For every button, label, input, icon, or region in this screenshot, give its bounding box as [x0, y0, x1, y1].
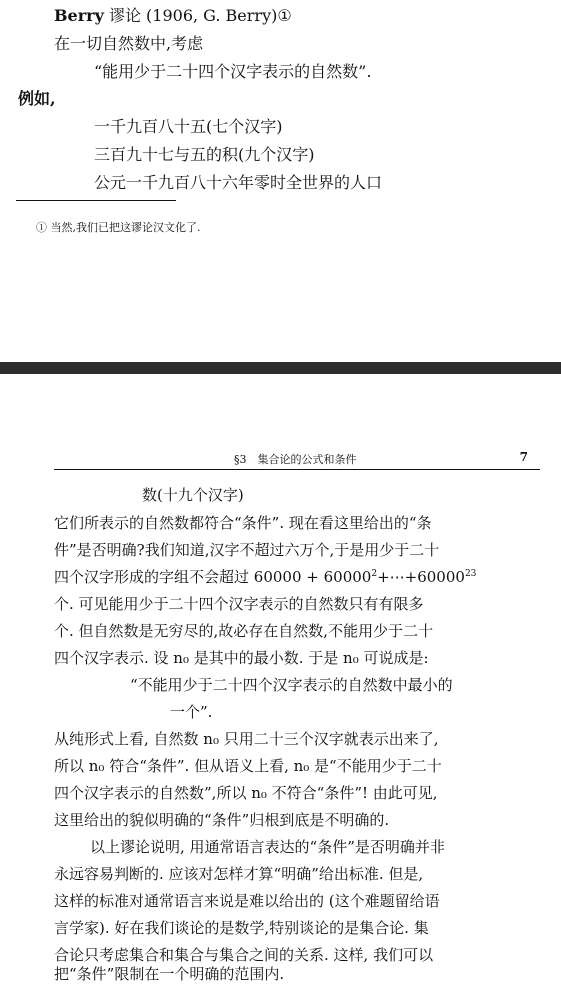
- body-line: 个. 但自然数是无穷尽的,故必存在自然数,不能用少于二十: [54, 622, 434, 640]
- running-title: §3 集合论的公式和条件: [234, 453, 357, 466]
- paradox-heading-term: Berry: [54, 6, 104, 25]
- body-line-formula: [54, 570, 476, 585]
- body-line: 从纯形式上看, 自然数 n₀ 只用二十三个汉字就表示出来了,: [54, 730, 439, 748]
- top-page: [0, 0, 561, 362]
- paradox-heading-rest: 谬论 (1906, G. Berry)①: [103, 6, 292, 25]
- body-line: 永远容易判断的. 应该对怎样才算“明确”给出标准. 但是,: [54, 865, 424, 883]
- example-item: 公元一千九百八十六年零时全世界的人口: [94, 173, 383, 192]
- footnote-rule: [16, 200, 176, 201]
- footnote: ① 当然,我们已把这谬论汉文化了.: [36, 221, 201, 234]
- quote-line: “不能用少于二十四个汉字表示的自然数中最小的: [130, 676, 453, 694]
- body-line-text: 四个汉字形成的字组不会超过: [54, 568, 250, 586]
- body-line: 它们所表示的自然数都符合“条件”. 现在看这里给出的“条: [54, 514, 432, 532]
- example-item: 一千九百八十五(七个汉字): [94, 117, 283, 136]
- quote-line: 一个”.: [170, 703, 213, 721]
- example-label: 例如,: [18, 89, 56, 108]
- body-line: 把“条件”限制在一个明确的范围内.: [54, 965, 285, 983]
- body-line: 件”是否明确?我们知道,汉字不超过六万个,于是用少于二十: [54, 541, 440, 559]
- running-header: [54, 449, 540, 470]
- body-line: 以上谬论说明, 用通常语言表达的“条件”是否明确并非: [90, 838, 445, 856]
- body-line: 合论只考虑集合和集合与集合之间的关系. 这样, 我们可以: [54, 946, 434, 964]
- continued-line: 数(十九个汉字): [142, 486, 244, 504]
- body-line: 言学家). 好在我们谈论的是数学,特别谈论的是集合论. 集: [54, 919, 429, 937]
- formula: $60000 + 60000^2+\cdots+60000^{23}$: [253, 568, 477, 586]
- condition-quote: “能用少于二十四个汉字表示的自然数”.: [94, 62, 372, 81]
- body-line: 四个汉字表示. 设 n₀ 是其中的最小数. 于是 n₀ 可说成是:: [54, 649, 429, 667]
- paradox-heading: [54, 8, 292, 24]
- body-line: 这样的标准对通常语言来说是难以给出的 (这个难题留给语: [54, 892, 440, 910]
- page-divider: [0, 362, 561, 374]
- body-line: 所以 n₀ 符合“条件”. 但从语义上看, n₀ 是“不能用少于二十: [54, 757, 442, 775]
- intro-line: 在一切自然数中,考虑: [54, 34, 204, 53]
- page-number: 7: [519, 450, 528, 464]
- body-line: 个. 可见能用少于二十四个汉字表示的自然数只有有限多: [54, 595, 424, 613]
- example-item: 三百九十七与五的积(九个汉字): [94, 145, 315, 164]
- body-line: 这里给出的貌似明确的“条件”归根到底是不明确的.: [54, 811, 390, 829]
- body-line: 四个汉字表示的自然数”,所以 n₀ 不符合“条件”! 由此可见,: [54, 784, 438, 802]
